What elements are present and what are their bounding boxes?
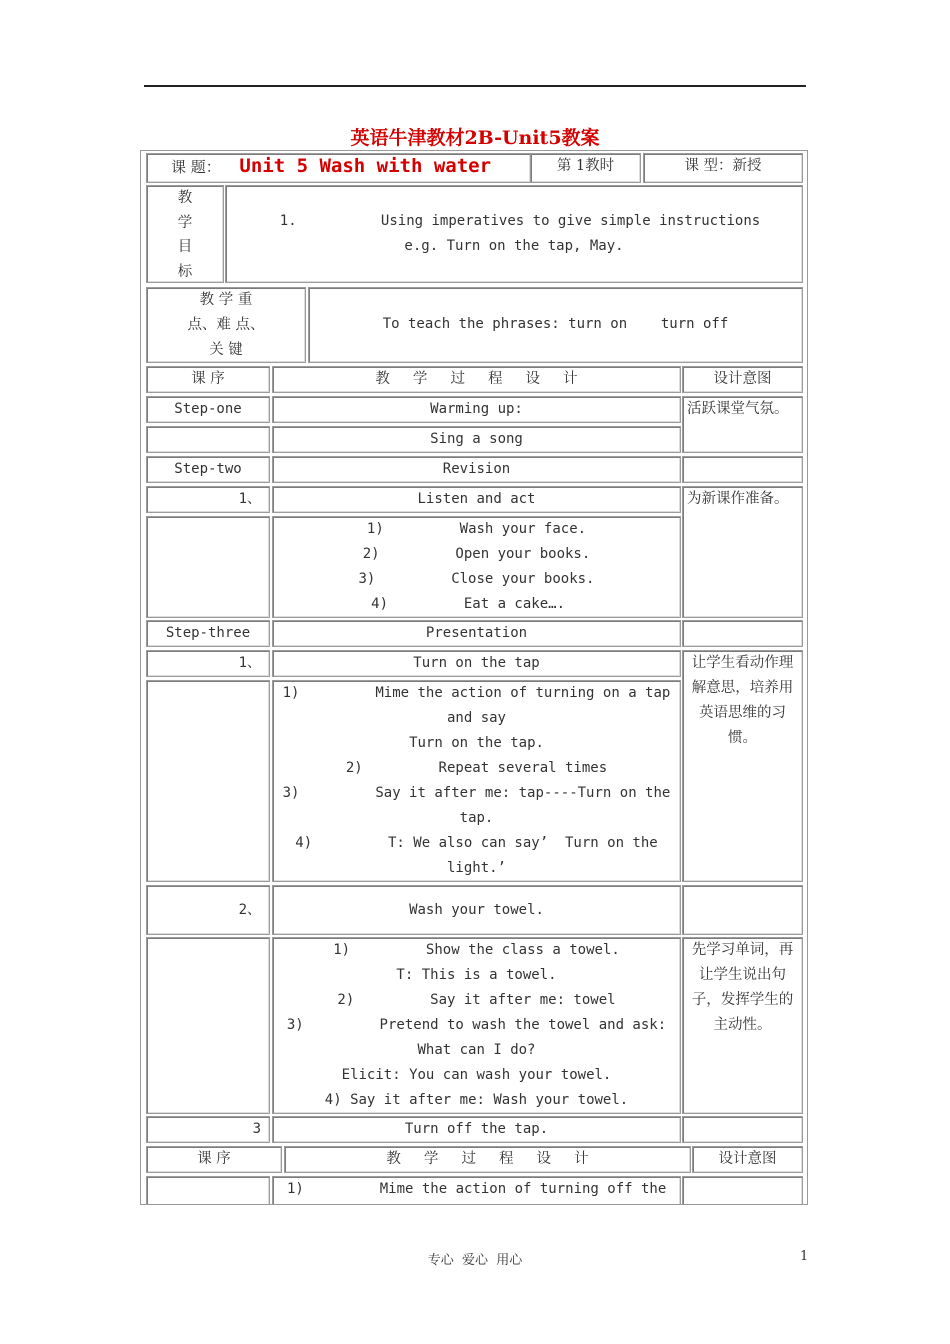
- top-rule: [144, 85, 806, 87]
- order-cell: Step-one: [146, 396, 270, 423]
- column-order-header: 课 序: [146, 366, 270, 393]
- intent-cell: 活跃课堂气氛。: [682, 396, 803, 453]
- focus-content: [308, 287, 803, 363]
- step-line: 1) Show the class a towel.: [333, 942, 620, 958]
- focus-label-line: 关 键: [209, 342, 243, 358]
- focus-label-line: 教 学 重: [199, 292, 253, 308]
- intent-line: 先学习单词，再: [691, 942, 794, 958]
- order-cell-empty: [146, 516, 270, 618]
- column-order-header: 课 序: [146, 1146, 282, 1173]
- document-title: 英语牛津教材2B-Unit5教案: [350, 127, 600, 149]
- objectives-line: 1. Using imperatives to give simple instructions: [279, 213, 761, 229]
- step-line: 2) Open your books.: [362, 546, 591, 562]
- order-cell: 1、: [146, 650, 270, 677]
- design-cell: [272, 680, 681, 882]
- order-cell-empty: [146, 680, 270, 882]
- intent-line: 惯。: [728, 730, 757, 746]
- order-cell-empty: [146, 1176, 270, 1205]
- step-line: 3) Say it after me: tap----Turn on the: [282, 785, 671, 801]
- intent-cell-empty: [682, 885, 803, 935]
- step-line: tap.: [459, 810, 494, 826]
- design-cell: Wash your towel.: [272, 885, 681, 935]
- intent-cell-empty: [682, 620, 803, 647]
- objectives-label: [146, 185, 224, 283]
- step-line: 2) Repeat several times: [345, 760, 608, 776]
- focus-text: To teach the phrases: turn on turn off: [382, 316, 729, 332]
- step-line: Turn on the tap.: [409, 735, 544, 751]
- step-line: 4) Eat a cake….: [371, 596, 582, 612]
- intent-cell: [682, 650, 803, 882]
- intent-line: 让学生看动作理: [691, 655, 794, 671]
- step-line: 1) Wash your face.: [366, 521, 587, 537]
- step-line: 2) Say it after me: towel: [337, 992, 616, 1008]
- topic-label: 课 题：: [171, 158, 221, 176]
- design-cell: Presentation: [272, 620, 681, 647]
- step-line: and say: [446, 710, 506, 726]
- order-cell-empty: [146, 937, 270, 1114]
- column-design-header: 教 学 过 程 设 计: [284, 1146, 691, 1173]
- lesson-plan-table: [140, 150, 808, 1205]
- intent-cell: 为新课作准备。: [682, 486, 803, 618]
- design-cell: [272, 516, 681, 618]
- design-cell: 1) Mime the action of turning off the: [272, 1176, 681, 1205]
- period-cell: 第 1教时: [530, 153, 641, 183]
- objectives-label-char: 目: [177, 239, 193, 255]
- design-cell: Turn off the tap.: [272, 1116, 681, 1143]
- page-number: 1: [800, 1249, 809, 1264]
- order-cell: 3: [146, 1116, 270, 1143]
- order-cell: Step-two: [146, 456, 270, 483]
- order-cell-empty: [146, 426, 270, 453]
- step-line: T: This is a towel.: [396, 967, 557, 983]
- topic-cell: [146, 153, 531, 183]
- design-cell: [272, 937, 681, 1114]
- column-design-header: 教 学 过 程 设 计: [272, 366, 681, 393]
- step-line: 3) Pretend to wash the towel and ask:: [286, 1017, 667, 1033]
- intent-line: 让学生说出句: [699, 967, 786, 983]
- objectives-label-char: 标: [177, 263, 193, 280]
- objectives-label-char: 教: [177, 190, 193, 206]
- intent-line: 英语思维的习: [699, 705, 786, 721]
- intent-cell-empty: [682, 1176, 803, 1205]
- intent-cell-empty: [682, 1116, 803, 1143]
- step-line: 3) Close your books.: [358, 571, 595, 587]
- step-line: Elicit: You can wash your towel.: [341, 1067, 612, 1083]
- step-line: 1) Mime the action of turning on a tap: [282, 685, 671, 701]
- intent-cell: [682, 937, 803, 1114]
- objectives-content: [225, 185, 803, 283]
- column-intent-header: 设计意图: [682, 366, 803, 393]
- design-cell: Revision: [272, 456, 681, 483]
- focus-label-line: 点、难 点、: [187, 317, 265, 333]
- step-line: 4) T: We also can say’ Turn on the: [295, 835, 658, 851]
- order-cell: Step-three: [146, 620, 270, 647]
- design-cell: Warming up:: [272, 396, 681, 423]
- lesson-type-cell: 课 型：新授: [643, 153, 803, 183]
- step-line: 4) Say it after me: Wash your towel.: [324, 1092, 629, 1108]
- objectives-label-char: 学: [177, 214, 193, 231]
- intent-line: 子，发挥学生的: [691, 992, 794, 1008]
- intent-line: 解意思，培养用: [691, 680, 794, 696]
- design-cell: Listen and act: [272, 486, 681, 513]
- order-cell: 2、: [146, 885, 270, 935]
- order-cell: 1、: [146, 486, 270, 513]
- design-cell: Turn on the tap: [272, 650, 681, 677]
- intent-cell-empty: [682, 456, 803, 483]
- intent-line: 主动性。: [713, 1017, 772, 1033]
- page-footer: 专心 爱心 用心: [427, 1253, 523, 1268]
- topic-value: Unit 5 Wash with water: [239, 155, 492, 177]
- objectives-line: e.g. Turn on the tap, May.: [404, 238, 624, 254]
- column-intent-header: 设计意图: [692, 1146, 803, 1173]
- focus-label: [146, 287, 306, 363]
- step-line: light.’: [446, 860, 506, 876]
- design-cell: Sing a song: [272, 426, 681, 453]
- step-line: What can I do?: [417, 1042, 536, 1058]
